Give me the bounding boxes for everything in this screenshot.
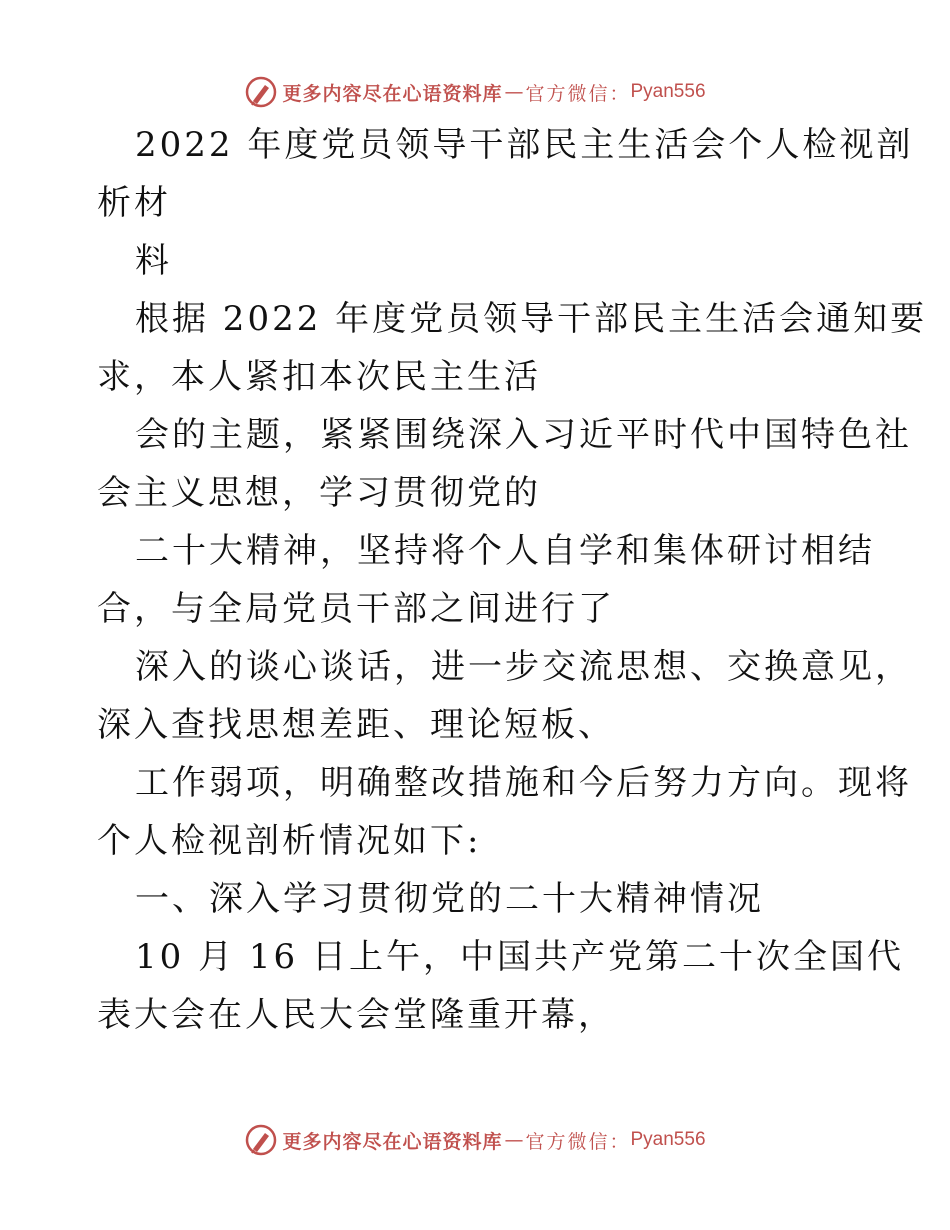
pen-nib-icon: [244, 75, 278, 109]
paragraph-line: 个人检视剖析情况如下:: [97, 821, 482, 861]
paragraph-line: 工作弱项，明确整改措施和今后努力方向。现将: [135, 763, 912, 803]
paragraph-line: 会主义思想，学习贯彻党的: [97, 473, 541, 513]
watermark-label: 官方微信：: [525, 1130, 631, 1153]
watermark-separator: —: [504, 1129, 524, 1151]
watermark-wechat-id: Pyan556: [630, 1129, 706, 1150]
header-watermark: [0, 72, 950, 112]
section-1-heading: 一、深入学习贯彻党的二十大精神情况: [135, 879, 764, 919]
watermark-site-name: 更多内容尽在心语资料库: [282, 1130, 503, 1153]
paragraph-line: 根据 2022 年度党员领导干部民主生活会通知要: [135, 299, 928, 339]
document-title-line-1: 2022 年度党员领导干部民主生活会个人检视剖: [135, 125, 914, 165]
watermark-site-name: 更多内容尽在心语资料库: [282, 82, 503, 105]
paragraph-line: 深入查找思想差距、理论短板、: [97, 705, 615, 745]
pen-nib-icon: [244, 1123, 278, 1157]
watermark-label: 官方微信：: [525, 82, 631, 105]
document-title-line-2: 析材: [97, 183, 171, 223]
watermark-wechat-id: Pyan556: [630, 81, 706, 102]
paragraph-line: 合，与全局党员干部之间进行了: [97, 589, 615, 629]
paragraph-line: 二十大精神，坚持将个人自学和集体研讨相结: [135, 531, 875, 571]
document-body: [97, 116, 928, 1044]
paragraph-line: 会的主题，紧紧围绕深入习近平时代中国特色社: [135, 415, 912, 455]
footer-watermark: [0, 1120, 950, 1160]
paragraph-line: 求，本人紧扣本次民主生活: [97, 357, 541, 397]
paragraph-line: 深入的谈心谈话，进一步交流思想、交换意见，: [135, 647, 912, 687]
section-1-line-2: 表大会在人民大会堂隆重开幕，: [97, 995, 615, 1035]
watermark-separator: —: [504, 81, 524, 103]
document-title-line-3: 料: [135, 241, 172, 281]
section-1-line-1: 10 月 16 日上午，中国共产党第二十次全国代: [135, 937, 904, 977]
